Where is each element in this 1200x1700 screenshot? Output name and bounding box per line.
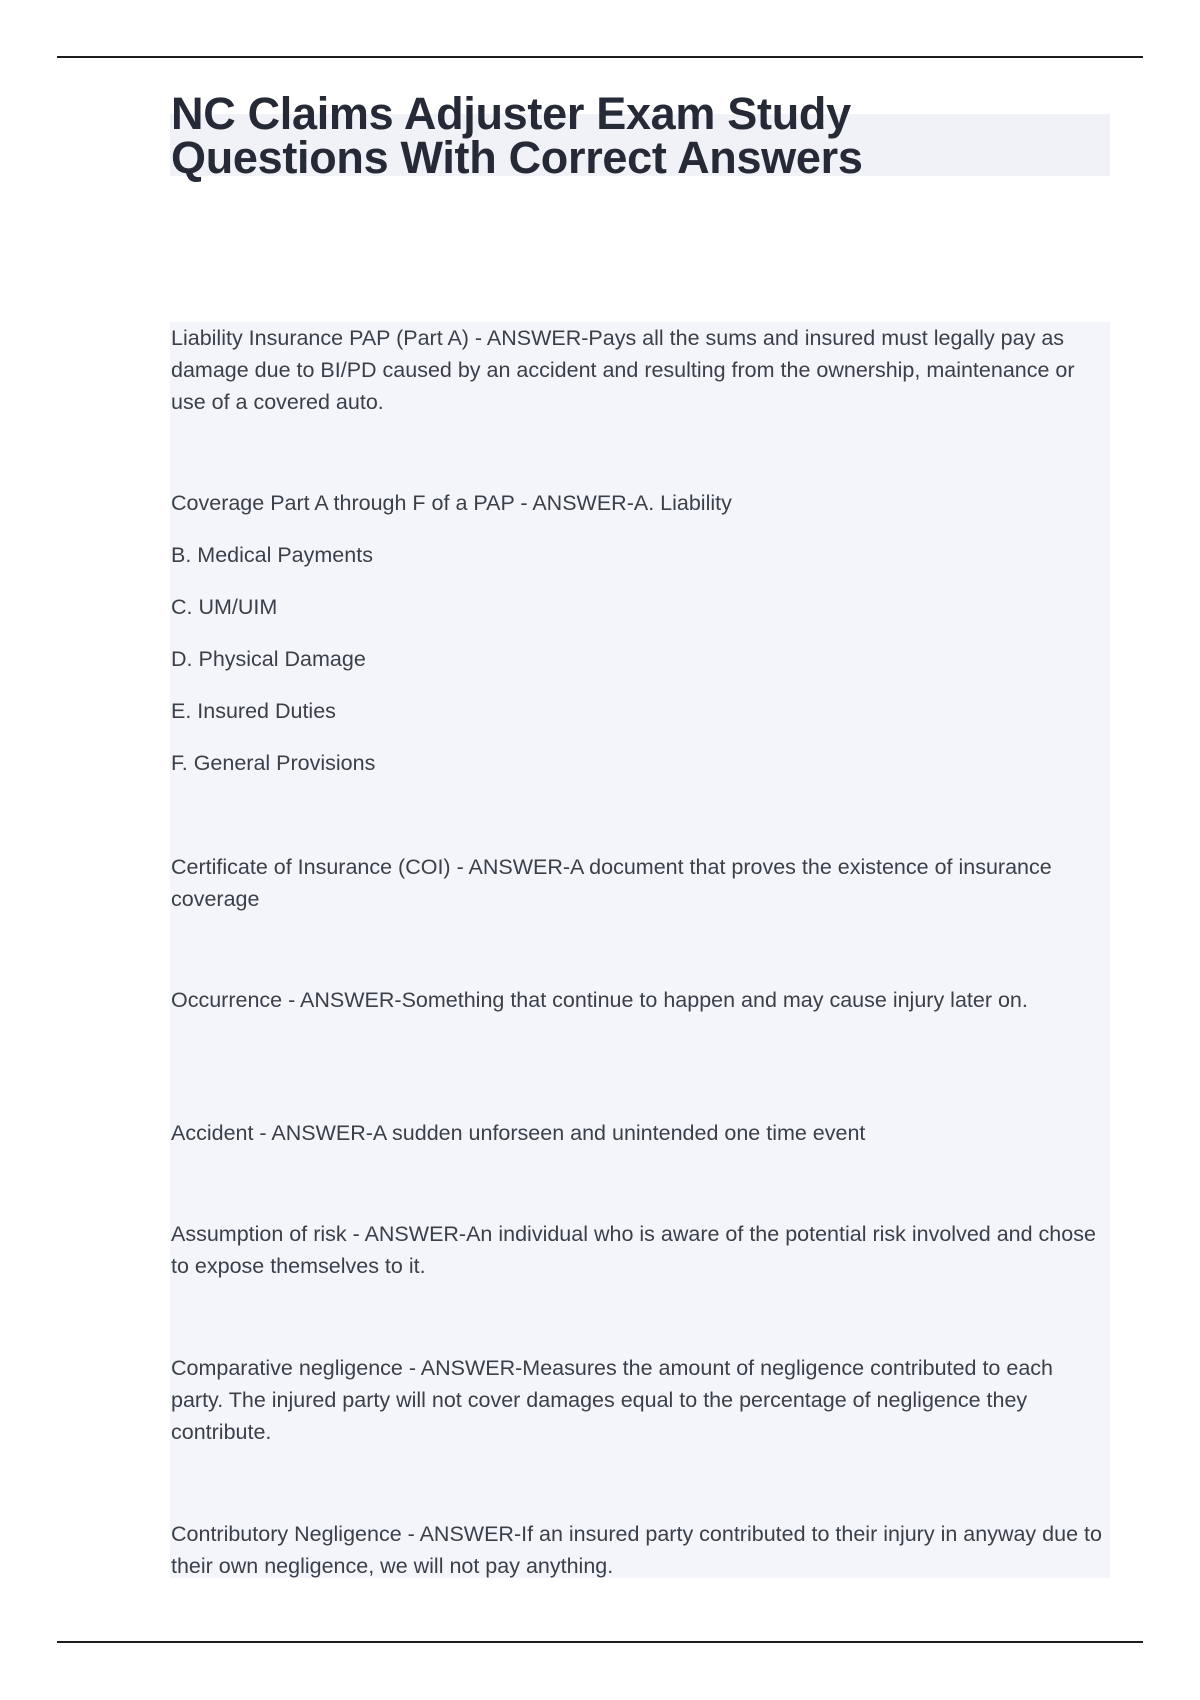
qa-entry-accident: Accident - ANSWER-A sudden unforseen and unintended one time event bbox=[171, 1121, 866, 1145]
qa-entry-comparative-negligence: Comparative negligence - ANSWER-Measures the amount of negligence contributed to each party. The injured party will not cover damages equal to the percentage of negligence they contribute. bbox=[171, 1356, 1053, 1444]
coverage-part-b: B. Medical Payments bbox=[171, 543, 373, 567]
qa-entry-assumption-of-risk: Assumption of risk - ANSWER-An individual who is aware of the potential risk involved and chose to expose themselves to it. bbox=[171, 1222, 1096, 1278]
document-title: NC Claims Adjuster Exam Study Questions With Correct Answers bbox=[171, 88, 863, 184]
coverage-part-d: D. Physical Damage bbox=[171, 647, 366, 671]
coverage-part-e: E. Insured Duties bbox=[171, 699, 336, 723]
coverage-part-f: F. General Provisions bbox=[171, 751, 376, 775]
qa-entry-contributory-negligence: Contributory Negligence - ANSWER-If an insured party contributed to their injury in anyway due to their own negligence, we will not pay anything. bbox=[171, 1522, 1102, 1578]
qa-entry-coverage-parts: Coverage Part A through F of a PAP - ANSWER-A. Liability bbox=[171, 491, 732, 515]
qa-entry-certificate-of-insurance: Certificate of Insurance (COI) - ANSWER-A document that proves the existence of insurance coverage bbox=[171, 855, 1052, 911]
qa-entry-liability-insurance: Liability Insurance PAP (Part A) - ANSWER-Pays all the sums and insured must legally pay as damage due to BI/PD caused by an accident and resulting from the ownership, maintenance or use of a covered auto. bbox=[171, 326, 1075, 414]
coverage-part-c: C. UM/UIM bbox=[171, 595, 278, 619]
header-rule bbox=[57, 56, 1143, 58]
footer-rule bbox=[57, 1641, 1143, 1643]
qa-entry-occurrence: Occurrence - ANSWER-Something that continue to happen and may cause injury later on. bbox=[171, 988, 1028, 1012]
